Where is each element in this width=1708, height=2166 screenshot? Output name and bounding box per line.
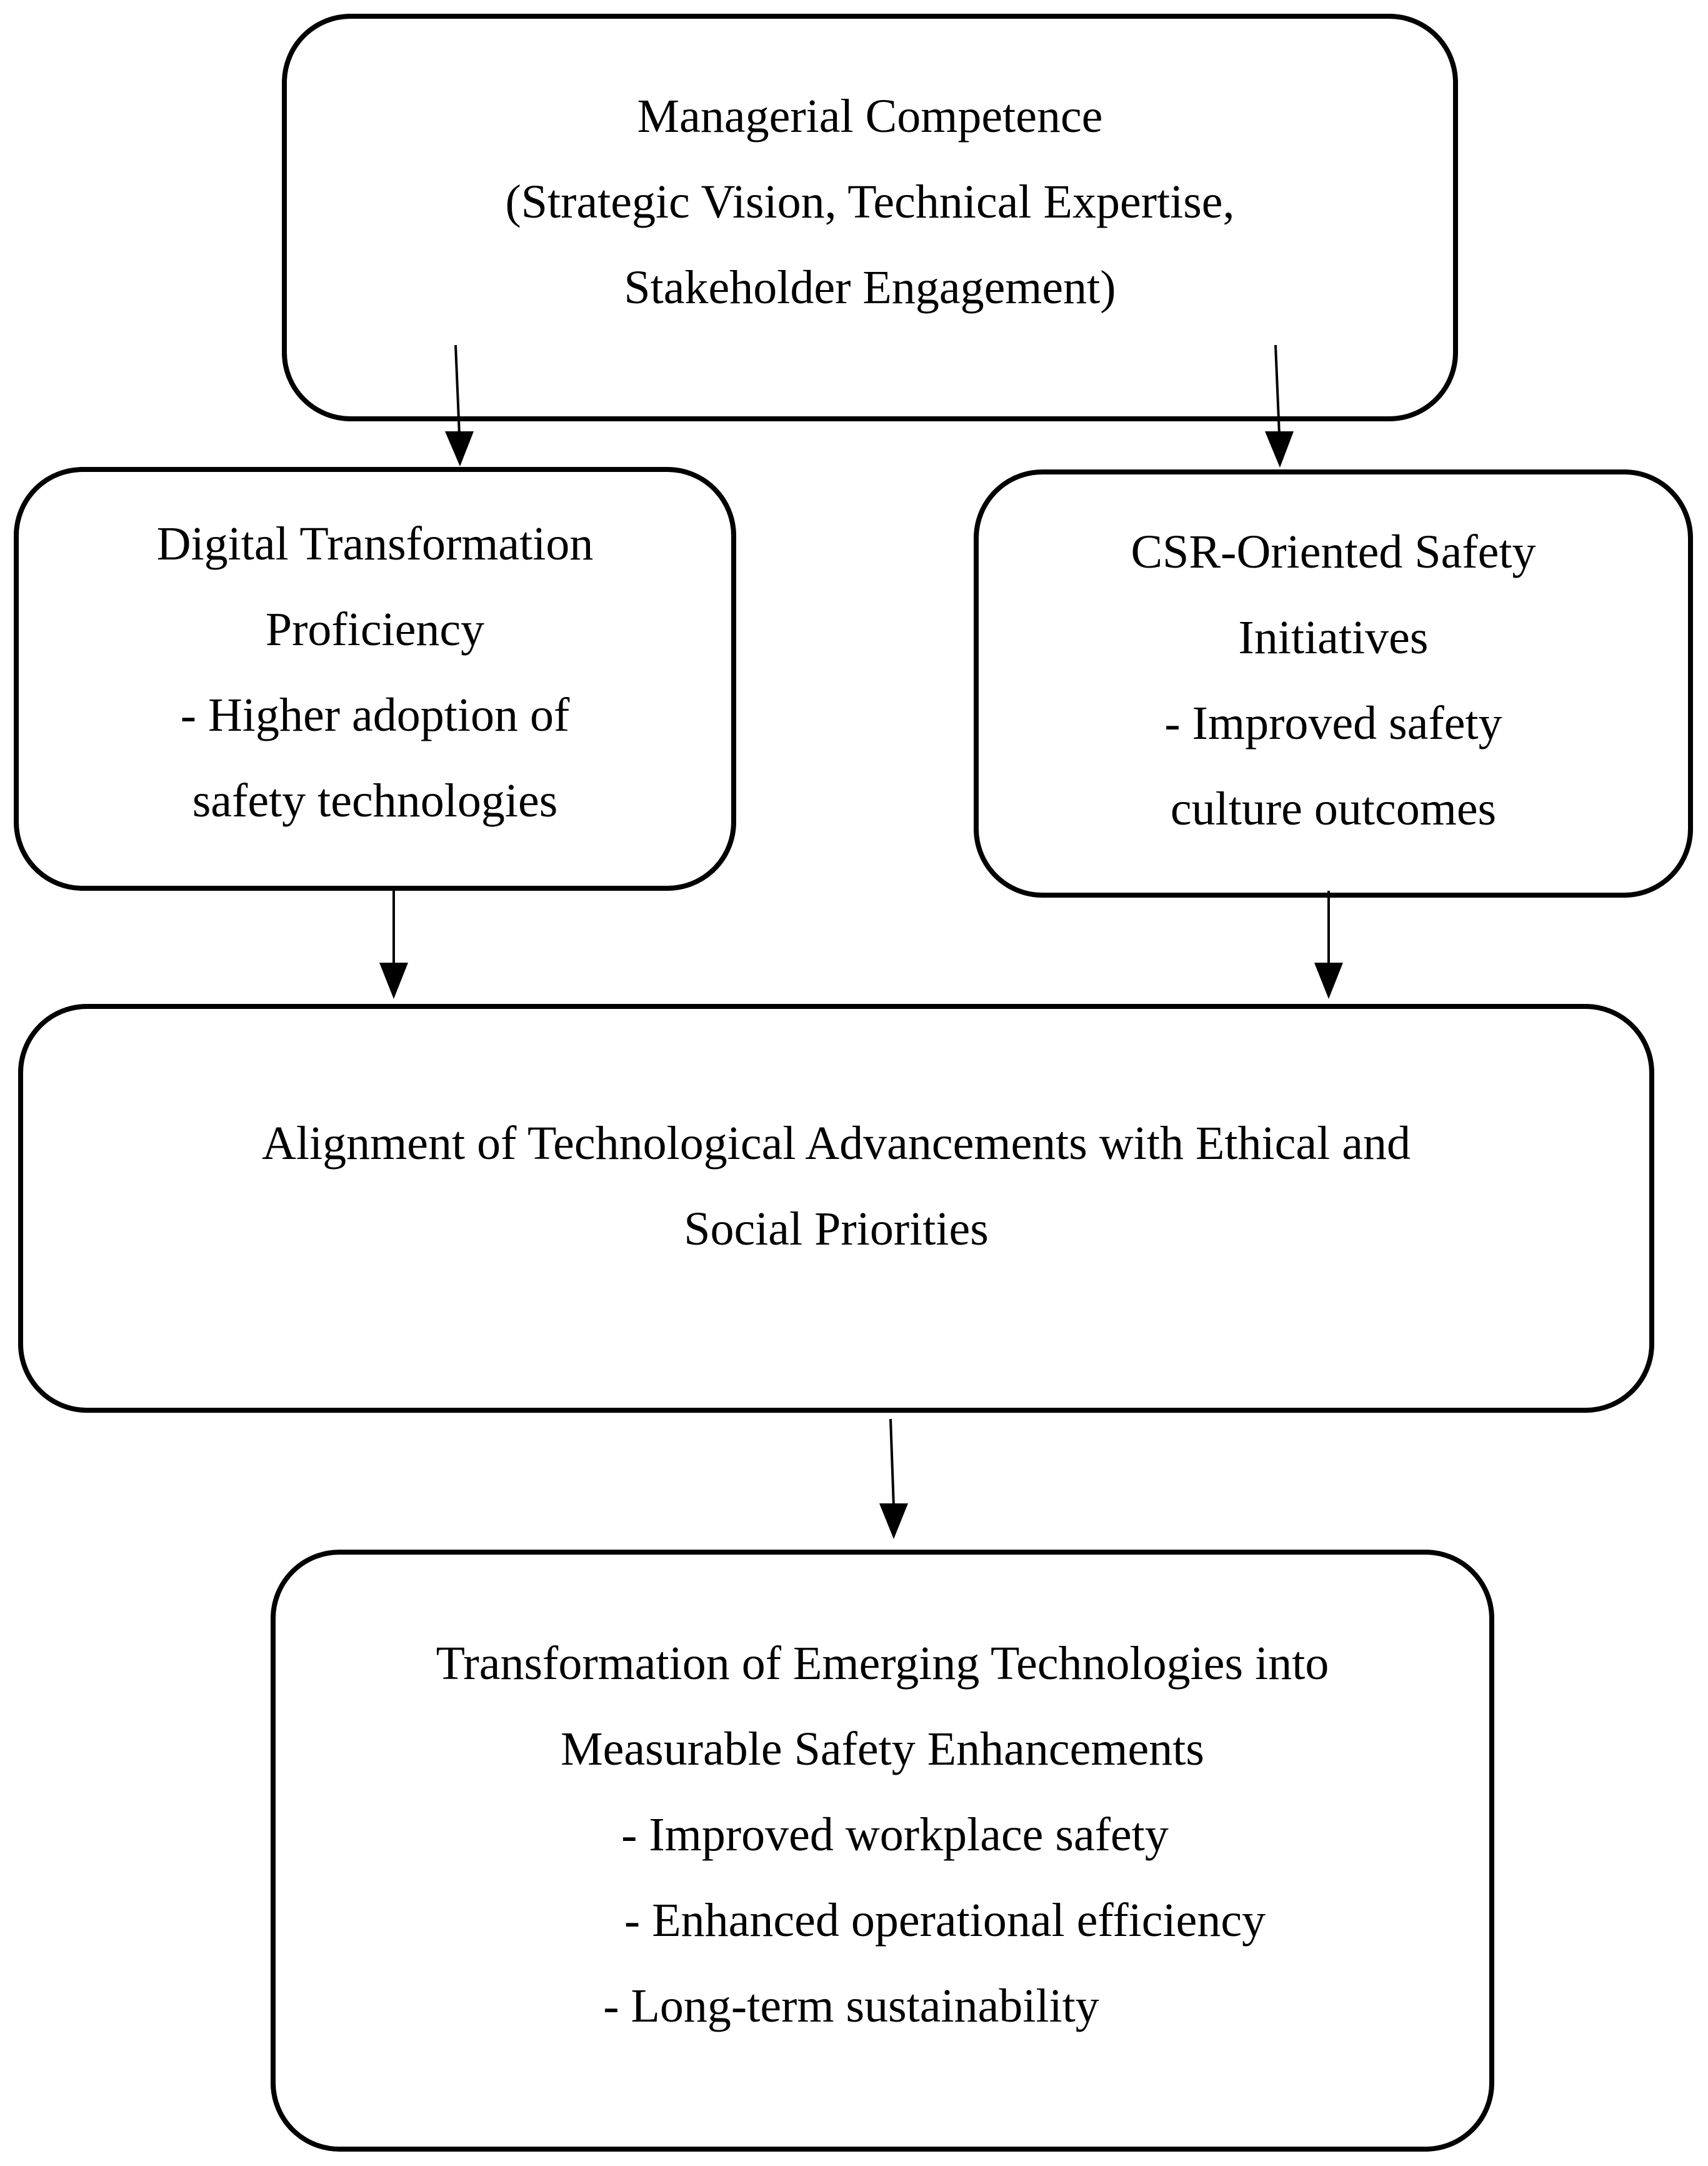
node-title: Digital Transformation <box>156 518 594 570</box>
arrow-csr-to-alignment <box>1314 891 1343 999</box>
node-text: Stakeholder Engagement) <box>624 261 1116 314</box>
node-title: Managerial Competence <box>637 89 1103 143</box>
node-bullet: - Improved workplace safety <box>621 1808 1169 1861</box>
node-title: Alignment of Technological Advancements with Ethical and <box>262 1117 1411 1170</box>
node-text: safety technologies <box>192 775 558 827</box>
node-title: Measurable Safety Enhancements <box>561 1723 1204 1775</box>
node-bullet: - Long-term sustainability <box>603 1980 1099 2032</box>
node-title: Proficiency <box>265 603 485 656</box>
node-transformation <box>271 1550 1494 2152</box>
node-alignment <box>18 1004 1654 1413</box>
node-title: Social Priorities <box>684 1203 989 1255</box>
arrow-alignment-to-transformation <box>879 1419 908 1539</box>
arrow-digital-to-alignment <box>379 891 408 999</box>
node-text: culture outcomes <box>1170 782 1497 835</box>
node-text: - Higher adoption of <box>180 689 570 741</box>
node-title: CSR-Oriented Safety <box>1131 525 1536 578</box>
node-bullet: - Enhanced operational efficiency <box>624 1894 1266 1947</box>
node-title: Initiatives <box>1238 611 1429 664</box>
node-text: - Improved safety <box>1164 696 1502 750</box>
node-title: Transformation of Emerging Technologies into <box>436 1637 1329 1690</box>
node-csr-safety <box>974 469 1693 898</box>
node-digital-transformation <box>14 467 736 891</box>
node-text: (Strategic Vision, Technical Expertise, <box>505 175 1235 228</box>
node-managerial-competence <box>282 14 1458 421</box>
